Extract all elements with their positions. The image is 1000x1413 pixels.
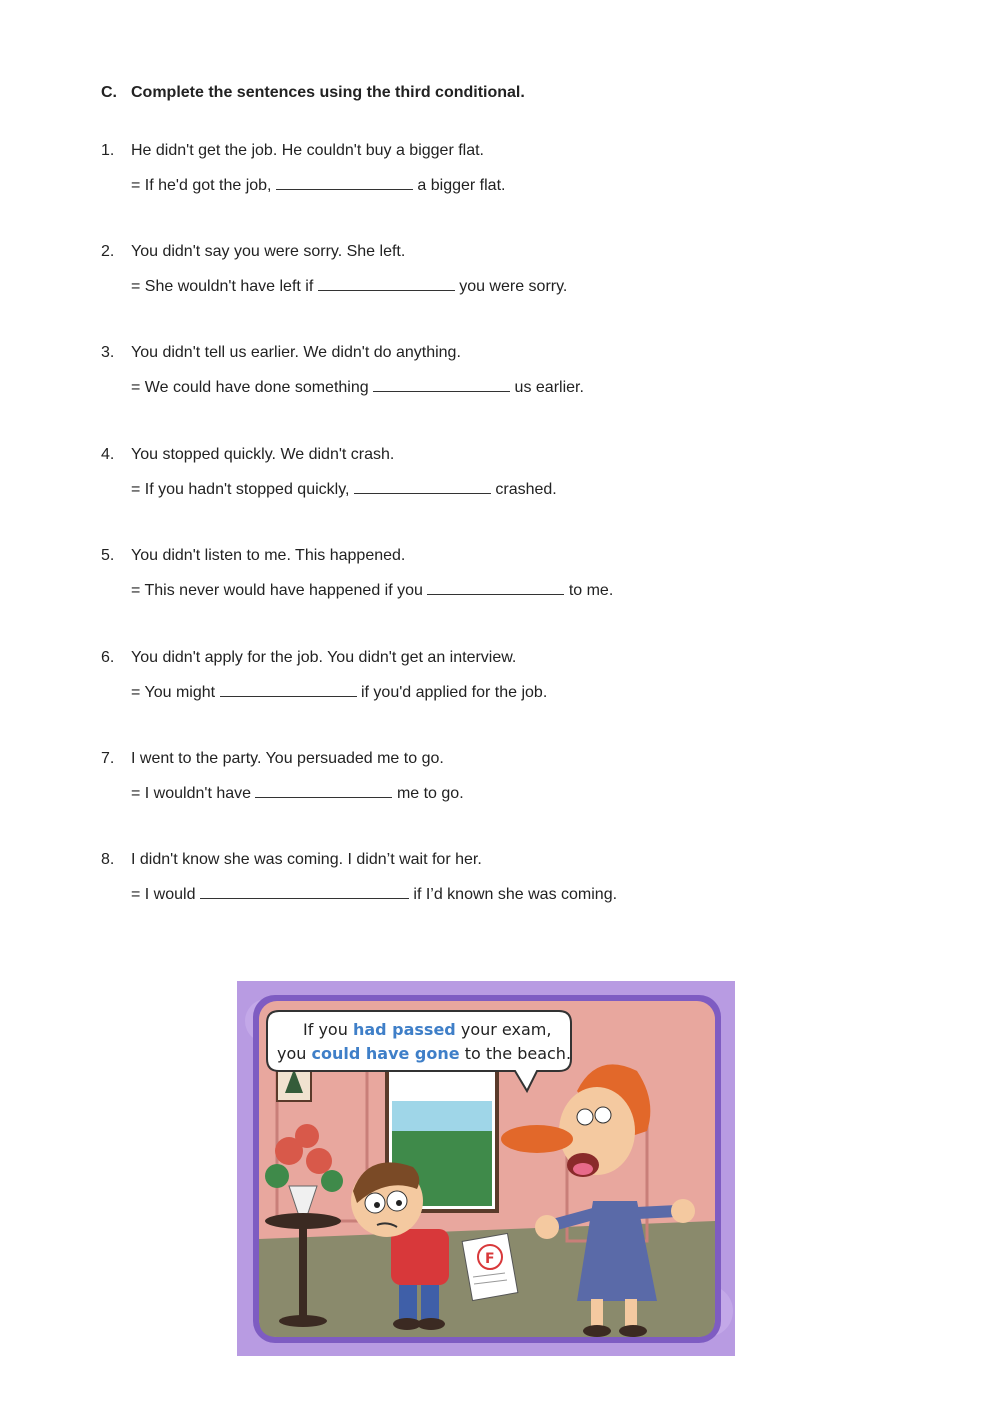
exercise-item-4	[101, 445, 557, 500]
rewrite-end: to me.	[568, 582, 614, 599]
rewrite-start: = She wouldn't have left if	[131, 278, 314, 295]
section-letter: C.	[101, 84, 117, 101]
section-heading	[101, 84, 525, 102]
answer-blank[interactable]	[427, 580, 564, 595]
bubble-line2-b: could have gone	[311, 1044, 460, 1063]
item-prompt: He didn't get the job. He couldn't buy a bigger flat.	[131, 142, 484, 159]
exercise-item-7	[101, 749, 464, 804]
item-number: 1.	[101, 142, 115, 159]
item-prompt: You didn't listen to me. This happened.	[131, 547, 406, 564]
bubble-line2-a: you	[277, 1044, 307, 1063]
item-prompt: I didn't know she was coming. I didn’t wait for her.	[131, 851, 482, 868]
item-number: 4.	[101, 446, 115, 463]
answer-blank[interactable]	[276, 175, 413, 190]
rewrite-start: = If he'd got the job,	[131, 177, 272, 194]
woman-nose	[501, 1125, 573, 1153]
rewrite-start: = I wouldn't have	[131, 785, 252, 802]
item-number: 8.	[101, 851, 115, 868]
item-prompt: I went to the party. You persuaded me to go.	[131, 750, 444, 767]
item-number: 3.	[101, 344, 115, 361]
rewrite-start: = I would	[131, 886, 196, 903]
item-number: 7.	[101, 750, 115, 767]
rewrite-end: me to go.	[396, 785, 464, 802]
rewrite-end: if I’d known she was coming.	[413, 886, 618, 903]
bubble-line1-b: had passed	[352, 1020, 456, 1039]
rewrite-start: = You might	[131, 684, 216, 701]
rewrite-start: = This never would have happened if you	[131, 582, 423, 599]
rewrite-end: crashed.	[495, 481, 557, 498]
exam-grade: F	[485, 1251, 495, 1267]
rewrite-start: = We could have done something	[131, 379, 369, 396]
answer-blank[interactable]	[255, 783, 392, 798]
answer-blank[interactable]	[318, 276, 455, 291]
exercise-item-5	[101, 546, 613, 601]
cartoon-scene	[237, 981, 735, 1356]
item-prompt: You didn't say you were sorry. She left.	[131, 243, 406, 260]
cartoon-illustration	[237, 981, 735, 1356]
bubble-line2-c: to the beach.	[464, 1044, 572, 1063]
section-instruction: Complete the sentences using the third conditional.	[131, 84, 525, 101]
exercise-item-8	[101, 850, 617, 905]
item-number: 2.	[101, 243, 115, 260]
rewrite-end: you were sorry.	[459, 278, 568, 295]
item-prompt: You didn't apply for the job. You didn't get an interview.	[131, 649, 517, 666]
item-number: 5.	[101, 547, 115, 564]
bubble-line-1	[303, 1020, 551, 1039]
side-table	[265, 1213, 341, 1229]
exam-paper	[462, 1233, 518, 1300]
item-prompt: You stopped quickly. We didn't crash.	[131, 446, 395, 463]
answer-blank[interactable]	[200, 884, 409, 899]
rewrite-end: a bigger flat.	[417, 177, 506, 194]
rewrite-end: if you'd applied for the job.	[360, 684, 548, 701]
exercise-item-2	[101, 242, 567, 297]
item-prompt: You didn't tell us earlier. We didn't do anything.	[131, 344, 461, 361]
exercise-item-6	[101, 648, 547, 703]
answer-blank[interactable]	[354, 479, 491, 494]
bubble-line1-a: If you	[303, 1020, 348, 1039]
answer-blank[interactable]	[220, 682, 357, 697]
answer-blank[interactable]	[373, 377, 510, 392]
bubble-line-2	[277, 1044, 571, 1063]
exercise-item-1	[101, 141, 505, 196]
item-number: 6.	[101, 649, 115, 666]
bubble-line1-c: your exam,	[460, 1020, 552, 1039]
rewrite-start: = If you hadn't stopped quickly,	[131, 481, 350, 498]
rewrite-end: us earlier.	[514, 379, 584, 396]
exercise-item-3	[101, 343, 584, 398]
